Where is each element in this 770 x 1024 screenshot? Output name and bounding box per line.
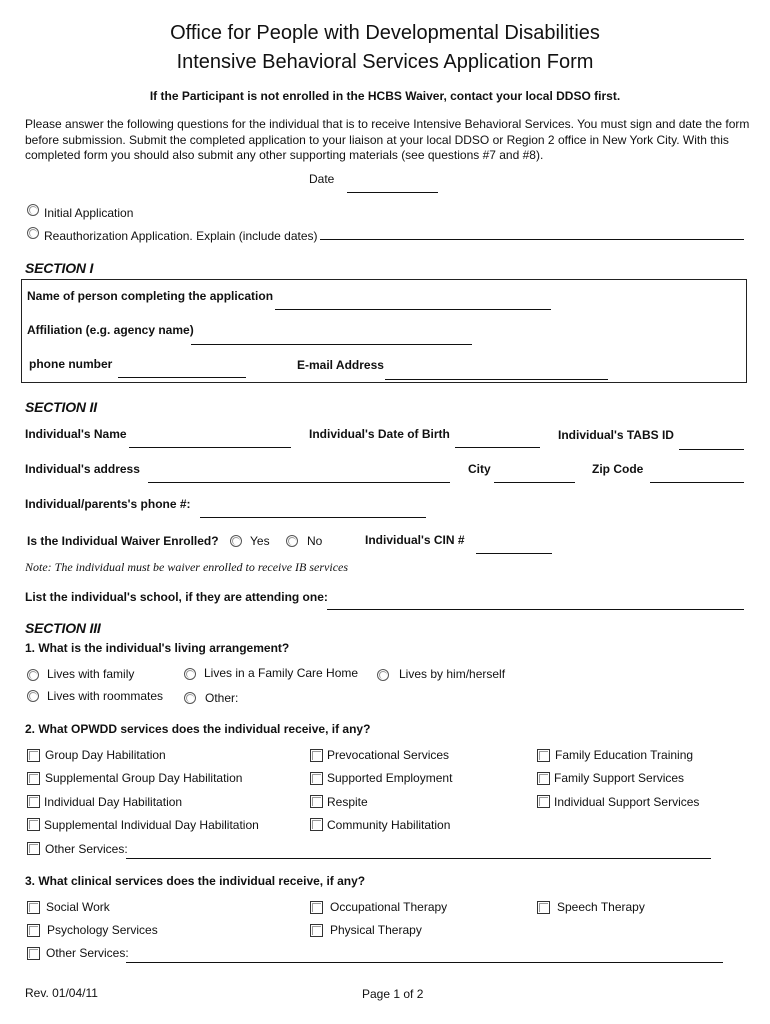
waiver-notice: If the Participant is not enrolled in the HCBS Waiver, contact your local DDSO first. [149, 89, 621, 103]
other-opwdd-services-label: Other Services: [45, 842, 128, 856]
individual-address-label: Individual's address [25, 462, 140, 476]
other-clinical-services-checkbox[interactable] [27, 947, 40, 960]
other-clinical-services-label: Other Services: [46, 946, 129, 960]
respite-checkbox[interactable] [310, 795, 323, 808]
living-alone-radio[interactable] [377, 669, 389, 681]
supp-group-day-hab-checkbox[interactable] [27, 772, 40, 785]
individual-name-field[interactable] [129, 447, 291, 448]
revision-date: Rev. 01/04/11 [25, 986, 98, 1000]
cin-field[interactable] [476, 553, 552, 554]
dob-field[interactable] [455, 447, 540, 448]
speech-therapy-label: Speech Therapy [557, 900, 645, 914]
form-title-line2: Intensive Behavioral Services Application Form [176, 51, 594, 73]
other-clinical-services-field[interactable] [126, 962, 723, 963]
form-title-line1: Office for People with Developmental Disabilities [170, 22, 600, 44]
living-alone-label: Lives by him/herself [399, 667, 506, 681]
question-3: 3. What clinical services does the individual receive, if any? [25, 874, 366, 888]
physical-therapy-checkbox[interactable] [310, 924, 323, 937]
completer-email-field[interactable] [385, 379, 608, 380]
other-opwdd-services-checkbox[interactable] [27, 842, 40, 855]
affiliation-label: Affiliation (e.g. agency name) [27, 323, 194, 337]
initial-application-label: Initial Application [44, 206, 134, 220]
completer-name-field[interactable] [275, 309, 551, 310]
living-family-label: Lives with family [47, 667, 135, 681]
living-family-radio[interactable] [27, 669, 39, 681]
psychology-label: Psychology Services [47, 923, 158, 937]
reauthorization-explain-field[interactable] [320, 239, 744, 240]
waiver-no-radio[interactable] [286, 535, 298, 547]
tabs-id-field[interactable] [679, 449, 744, 450]
other-opwdd-services-field[interactable] [126, 858, 711, 859]
individual-support-checkbox[interactable] [537, 795, 550, 808]
date-field[interactable] [347, 192, 438, 193]
waiver-no-label: No [307, 534, 323, 548]
cin-label: Individual's CIN # [365, 533, 465, 547]
living-roommates-radio[interactable] [27, 690, 39, 702]
reauthorization-radio[interactable] [27, 227, 39, 239]
psychology-checkbox[interactable] [27, 924, 40, 937]
school-field[interactable] [327, 609, 744, 610]
living-other-radio[interactable] [184, 692, 196, 704]
reauthorization-label: Reauthorization Application. Explain (include dates) [44, 229, 318, 243]
section-1-heading: SECTION I [25, 260, 94, 276]
living-other-label: Other: [205, 691, 239, 705]
individual-support-label: Individual Support Services [554, 795, 700, 809]
supp-individual-day-hab-checkbox[interactable] [27, 818, 40, 831]
affiliation-field[interactable] [191, 344, 472, 345]
question-1: 1. What is the individual's living arrangement? [25, 641, 290, 655]
waiver-yes-label: Yes [250, 534, 270, 548]
family-education-label: Family Education Training [555, 748, 694, 762]
school-label: List the individual's school, if they are attending one: [25, 590, 328, 604]
dob-label: Individual's Date of Birth [309, 427, 450, 441]
living-other-field[interactable] [244, 704, 744, 705]
community-hab-label: Community Habilitation [327, 818, 451, 832]
family-support-checkbox[interactable] [537, 772, 550, 785]
individual-day-hab-checkbox[interactable] [27, 795, 40, 808]
supported-employment-checkbox[interactable] [310, 772, 323, 785]
supp-group-day-hab-label: Supplemental Group Day Habilitation [45, 771, 243, 785]
occupational-therapy-label: Occupational Therapy [330, 900, 448, 914]
completer-name-label: Name of person completing the application [27, 289, 274, 303]
tabs-id-label: Individual's TABS ID [558, 428, 674, 442]
individual-name-label: Individual's Name [25, 427, 127, 441]
living-family-care-home-label: Lives in a Family Care Home [204, 666, 359, 680]
physical-therapy-label: Physical Therapy [330, 923, 422, 937]
individual-day-hab-label: Individual Day Habilitation [44, 795, 183, 809]
prevocational-checkbox[interactable] [310, 749, 323, 762]
city-field[interactable] [494, 482, 575, 483]
individual-phone-field[interactable] [200, 517, 426, 518]
page-number: Page 1 of 2 [362, 987, 424, 1001]
supported-employment-label: Supported Employment [327, 771, 453, 785]
social-work-label: Social Work [46, 900, 110, 914]
completer-email-label: E-mail Address [297, 358, 384, 372]
zip-code-label: Zip Code [592, 462, 644, 476]
waiver-note: Note: The individual must be waiver enrolled to receive IB services [25, 560, 349, 574]
group-day-hab-label: Group Day Habilitation [45, 748, 166, 762]
question-2: 2. What OPWDD services does the individual receive, if any? [25, 722, 371, 736]
supp-individual-day-hab-label: Supplemental Individual Day Habilitation [44, 818, 259, 832]
living-roommates-label: Lives with roommates [47, 689, 164, 703]
social-work-checkbox[interactable] [27, 901, 40, 914]
family-education-checkbox[interactable] [537, 749, 550, 762]
date-label: Date [309, 172, 335, 186]
initial-application-radio[interactable] [27, 204, 39, 216]
respite-label: Respite [327, 795, 368, 809]
completer-phone-label: phone number [29, 357, 113, 371]
completer-phone-field[interactable] [118, 377, 246, 378]
intro-paragraph: Please answer the following questions for the individual that is to receive Intensive Behavioral Services. You must sign and date the form before submission. Submit the completed application to your liaison at your local DDSO or Region 2 office in New York City. With this completed form you should also submit any other supporting materials (see questions #7 and #8). [25, 117, 750, 163]
group-day-hab-checkbox[interactable] [27, 749, 40, 762]
family-support-label: Family Support Services [554, 771, 685, 785]
living-family-care-home-radio[interactable] [184, 668, 196, 680]
community-hab-checkbox[interactable] [310, 818, 323, 831]
occupational-therapy-checkbox[interactable] [310, 901, 323, 914]
waiver-yes-radio[interactable] [230, 535, 242, 547]
zip-code-field[interactable] [650, 482, 744, 483]
individual-phone-label: Individual/parents's phone #: [25, 497, 191, 511]
section-2-heading: SECTION II [25, 399, 97, 415]
waiver-enrolled-label: Is the Individual Waiver Enrolled? [27, 534, 219, 548]
section-3-heading: SECTION III [25, 620, 101, 636]
prevocational-label: Prevocational Services [327, 748, 450, 762]
city-label: City [468, 462, 491, 476]
individual-address-field[interactable] [148, 482, 450, 483]
speech-therapy-checkbox[interactable] [537, 901, 550, 914]
